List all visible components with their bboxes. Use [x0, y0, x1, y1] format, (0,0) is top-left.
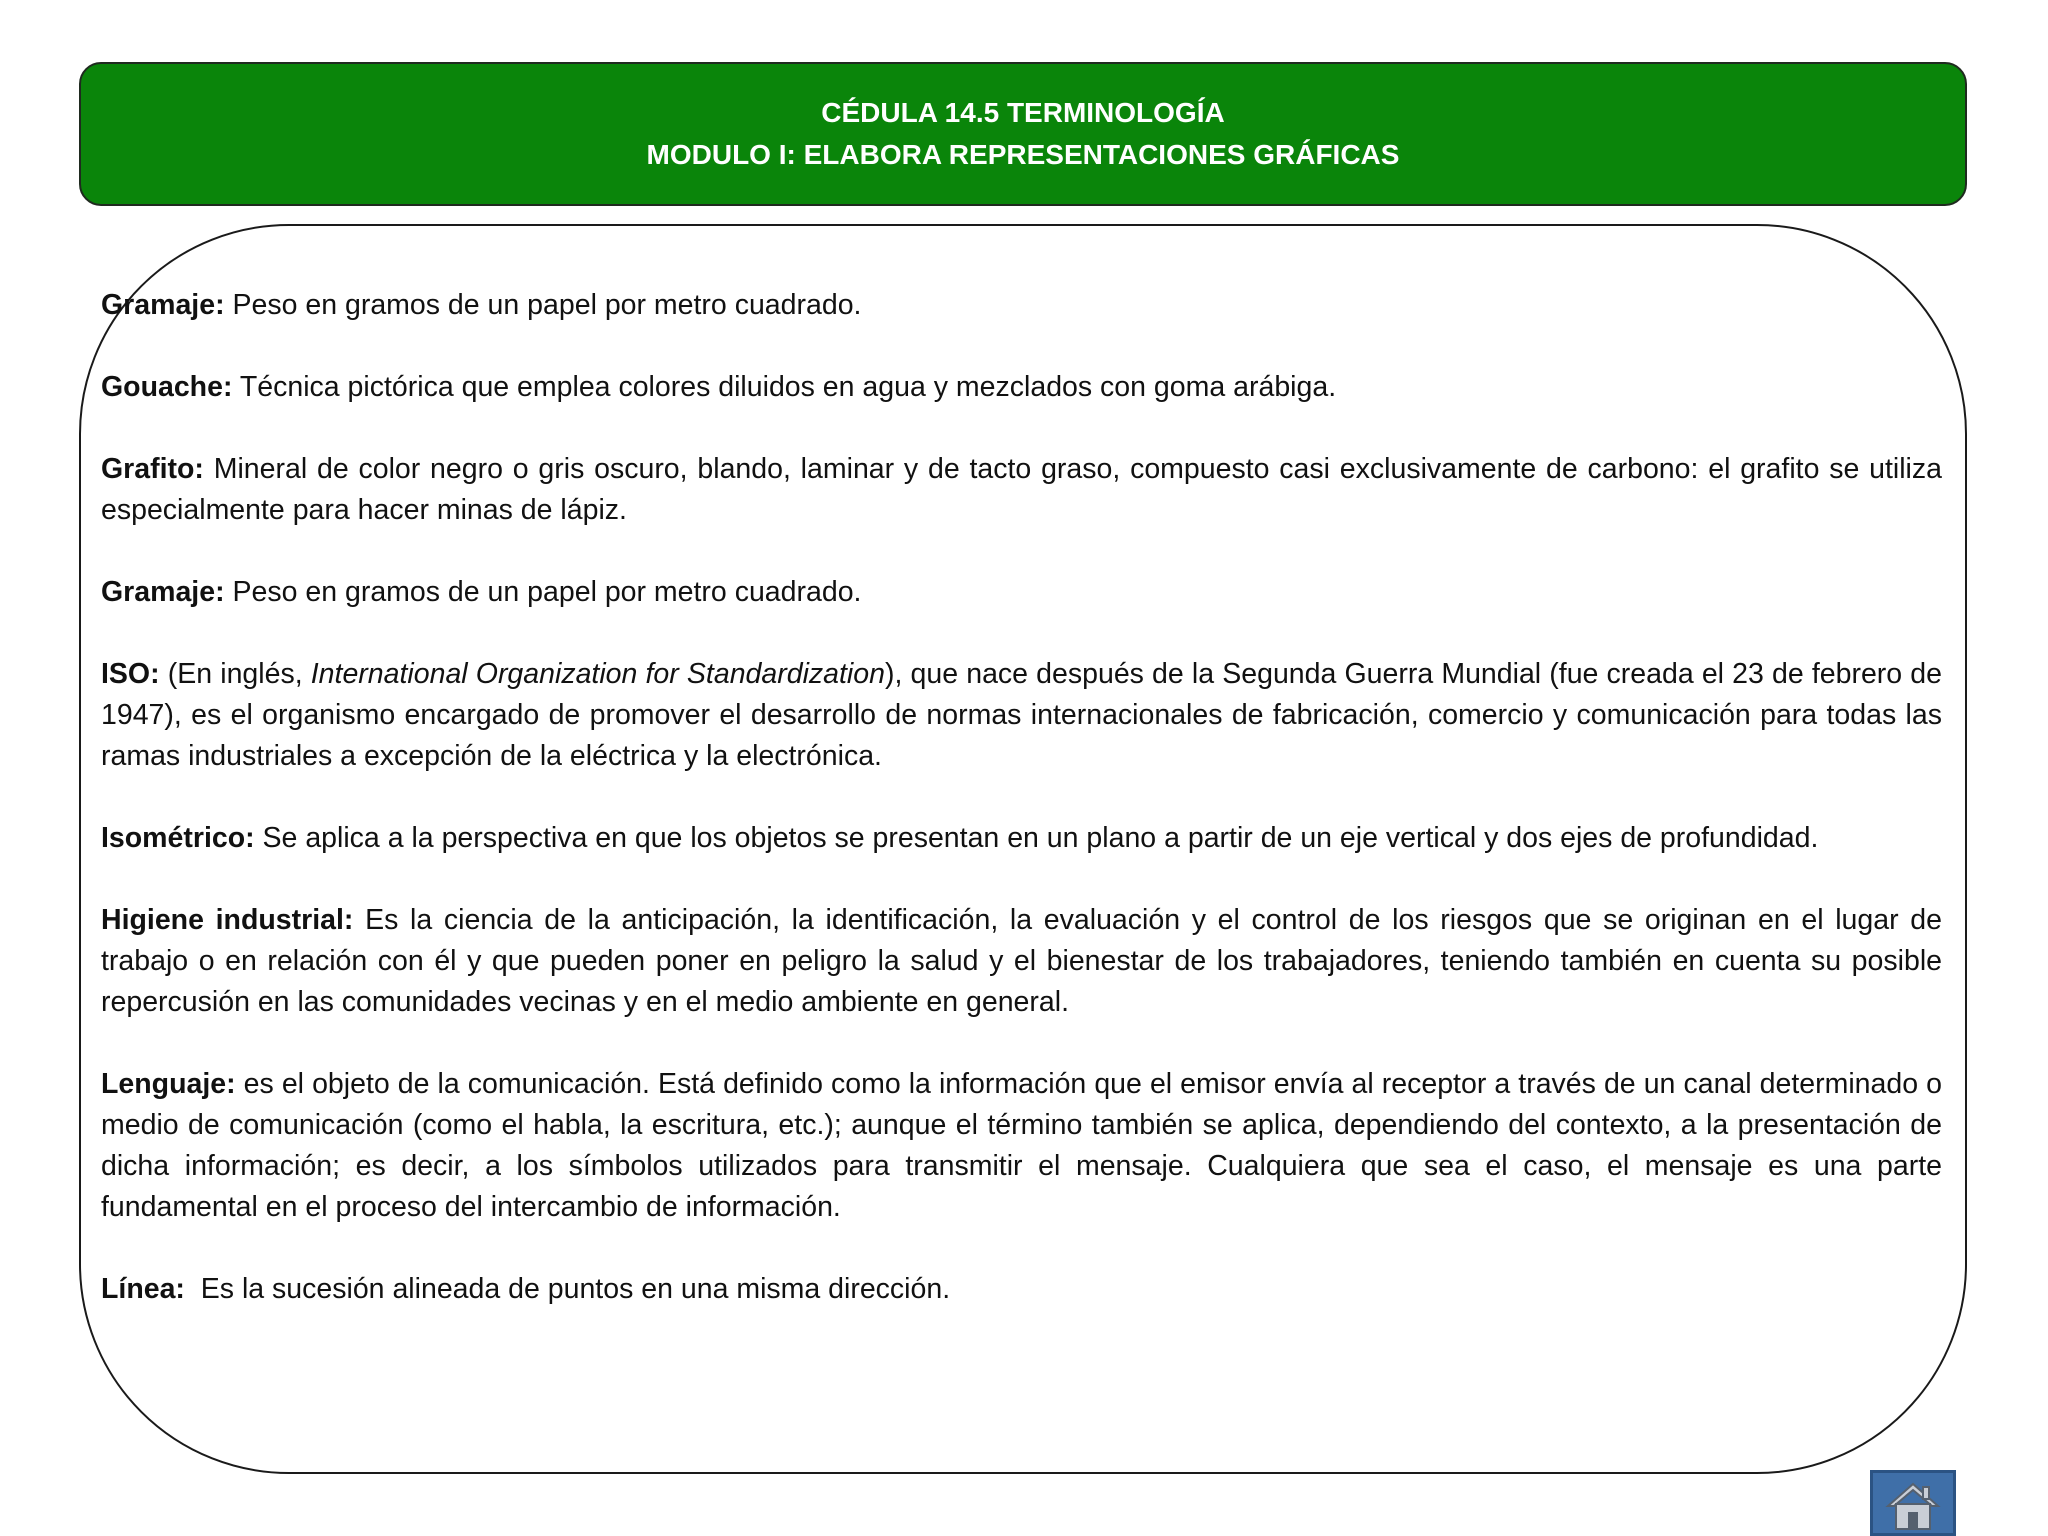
entry-definition: Peso en gramos de un papel por metro cuadrado. [224, 289, 862, 321]
home-icon [1885, 1481, 1941, 1531]
entry-definition-italic: International Organization for Standardization [310, 658, 885, 690]
glossary-entry-higiene-industrial [101, 900, 1942, 1023]
glossary-entry-gouache [101, 367, 1942, 408]
entry-definition: Mineral de color negro o gris oscuro, blando, laminar y de tacto graso, compuesto casi exclusivamente de carbono: el grafito se utiliza especialmente para hacer minas de lápiz. [101, 453, 1942, 526]
title-banner [79, 62, 1967, 206]
entry-term: Lenguaje: [101, 1068, 236, 1100]
entry-term: Gramaje: [101, 289, 225, 321]
title-line-1: CÉDULA 14.5 TERMINOLOGÍA [821, 97, 1225, 128]
entry-term: Línea: [101, 1273, 185, 1305]
entry-term: Grafito: [101, 453, 204, 485]
glossary-entry-grafito [101, 449, 1942, 531]
entry-definition: Es la ciencia de la anticipación, la identificación, la evaluación y el control de los riesgos que se originan en el lugar de trabajo o en relación con él y que pueden poner en peligro la salud y el bienestar de los trabajadores, teniendo también en cuenta su posible repercusión en las comunidades vecinas y en el medio ambiente en general. [101, 904, 1942, 1018]
entry-definition: Peso en gramos de un papel por metro cuadrado. [224, 576, 862, 608]
glossary [101, 285, 1942, 1351]
entry-definition: Técnica pictórica que emplea colores diluidos en agua y mezclados con goma arábiga. [232, 371, 1337, 403]
entry-definition: (En inglés, [159, 658, 311, 690]
glossary-entry-gramaje-repeat [101, 572, 1942, 613]
glossary-entry-isometrico [101, 818, 1942, 859]
entry-term: Gouache: [101, 371, 233, 403]
entry-definition: es el objeto de la comunicación. Está definido como la información que el emisor envía al receptor a través de un canal determinado o medio de comunicación (como el habla, la escritura, etc.); aunque el término también se aplica, dependiendo del contexto, a la presentación de dicha información; es decir, a los símbolos utilizados para transmitir el mensaje. Cualquiera que sea el caso, el mensaje es una parte fundamental en el proceso del intercambio de información. [101, 1068, 1942, 1223]
entry-term: Higiene industrial: [101, 904, 354, 936]
entry-term: Gramaje: [101, 576, 225, 608]
entry-term: Isométrico: [101, 822, 255, 854]
glossary-entry-lenguaje [101, 1064, 1942, 1228]
entry-definition-continued: ), que nace después de la Segunda Guerra Mundial (fue creada el 23 de febrero de 1947), es el organismo encargado de promover el desarrollo de normas internacionales de fabricación, comercio y comunicación para todas las ramas industriales a excepción de la eléctrica y la electrónica. [101, 658, 1942, 772]
glossary-entry-gramaje [101, 285, 1942, 326]
home-button[interactable] [1870, 1470, 1956, 1536]
title-line-2: MODULO I: ELABORA REPRESENTACIONES GRÁFICAS [646, 139, 1400, 170]
entry-definition: Es la sucesión alineada de puntos en una misma dirección. [184, 1273, 951, 1305]
entry-term: ISO: [101, 658, 160, 690]
entry-definition: Se aplica a la perspectiva en que los objetos se presentan en un plano a partir de un eje vertical y dos ejes de profundidad. [254, 822, 1819, 854]
glossary-entry-iso [101, 654, 1942, 777]
glossary-entry-linea [101, 1269, 1942, 1310]
